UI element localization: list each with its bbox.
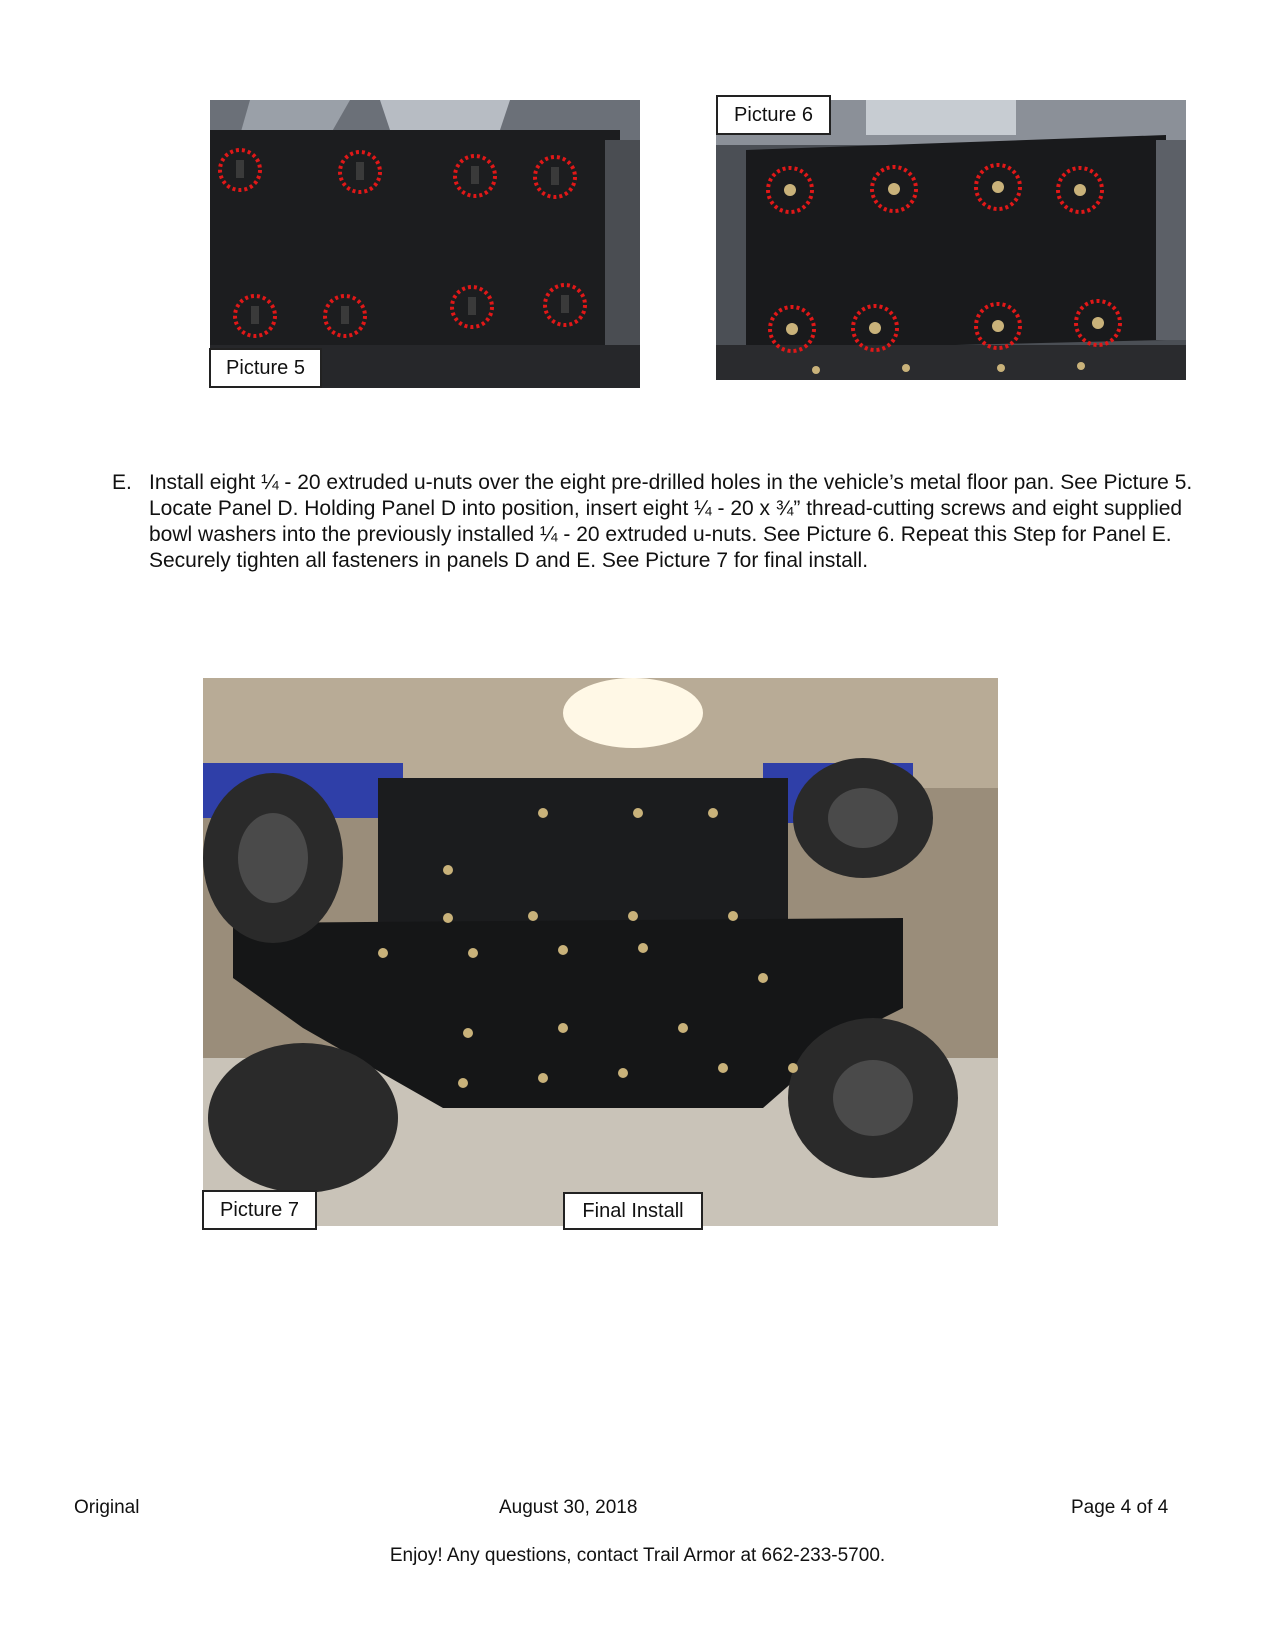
picture-5-label: Picture 5 bbox=[209, 348, 322, 388]
picture-7-photo bbox=[203, 678, 998, 1226]
step-text: Install eight ¼ - 20 extruded u-nuts over the eight pre-drilled holes in the vehicle’s metal floor pan. See Picture 5. Locate Panel D. Holding Panel D into position, insert eight ¼ - 20 x ¾” thread-cutting screws and eight supplied bowl washers into the previously installed ¼ - 20 extruded u-nuts. See Picture 6. Repeat this Step for Panel E. Securely tighten all fasteners in panels D and E. See Picture 7 for final install. bbox=[149, 471, 1193, 572]
footer-contact-line: Enjoy! Any questions, contact Trail Armor at 662-233-5700. bbox=[389, 1545, 886, 1566]
step-letter: E. bbox=[112, 471, 132, 494]
picture-7-label: Picture 7 bbox=[202, 1190, 317, 1230]
picture-6-photo bbox=[716, 100, 1186, 380]
footer-date: August 30, 2018 bbox=[499, 1497, 638, 1518]
footer-revision: Original bbox=[74, 1497, 140, 1518]
final-install-caption: Final Install bbox=[563, 1192, 703, 1230]
picture-6-label: Picture 6 bbox=[716, 95, 831, 135]
picture-5-photo bbox=[210, 100, 640, 388]
footer-page-number: Page 4 of 4 bbox=[1071, 1497, 1169, 1518]
